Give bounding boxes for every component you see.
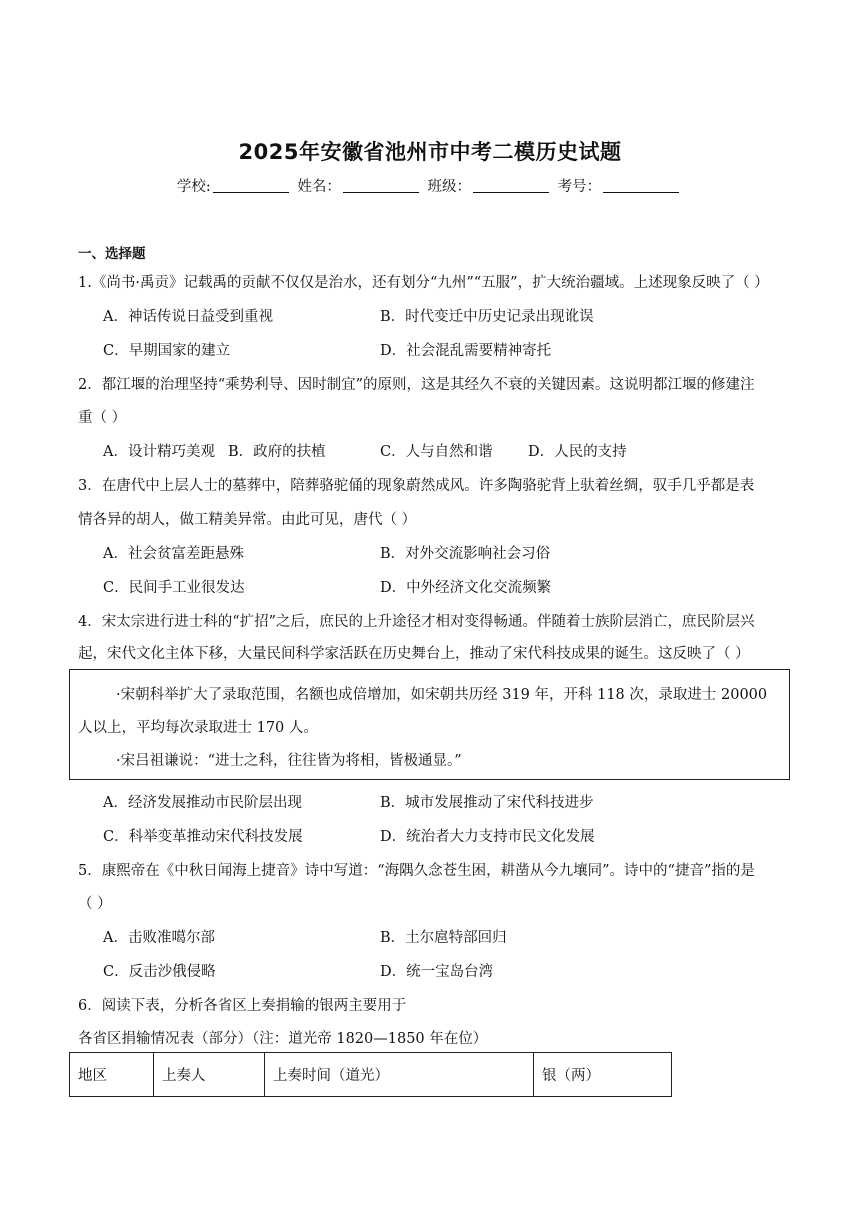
q1-option-b[interactable]: B．时代变迁中历史记录出现讹误	[380, 309, 594, 325]
table-header-row	[70, 1053, 672, 1097]
q3-option-a[interactable]: A．社会贫富差距悬殊	[103, 546, 244, 562]
q1-option-a[interactable]: A．神话传说日益受到重视	[103, 309, 273, 325]
question-5-stem-line1: 5．康熙帝在《中秋日闻海上捷音》诗中写道：“海隅久念苍生困，耕凿从今九壤同”。诗中的“捷音”指的是	[78, 863, 755, 879]
section-heading: 一、选择题	[78, 246, 146, 262]
question-2-stem-line2: 重（ ）	[78, 410, 127, 426]
q5-option-c[interactable]: C．反击沙俄侵略	[103, 964, 216, 980]
q2-option-c[interactable]: C．人与自然和谐	[380, 444, 493, 460]
question-3-stem-line1: 3．在唐代中上层人士的墓葬中，陪葬骆驼俑的现象蔚然成风。许多陶骆驼背上驮着丝绸，驭手几乎都是表	[78, 478, 755, 494]
question-1-stem: 1.《尚书·禹贡》记载禹的贡献不仅仅是治水，还有划分“九州”“五服”，扩大统治疆域。上述现象反映了（ ）	[78, 275, 769, 291]
table-header-cell: 银（两）	[534, 1053, 672, 1097]
school-blank[interactable]	[213, 178, 289, 193]
school-label: 学校:	[176, 179, 211, 195]
exam-title: 2025年安徽省池州市中考二模历史试题	[238, 140, 622, 164]
question-6-stem: 6．阅读下表，分析各省区上奏捐输的银两主要用于	[78, 998, 407, 1014]
class-label: 班级：	[427, 179, 471, 195]
question-2-stem-line1: 2．都江堰的治理坚持“乘势利导、因时制宜”的原则，这是其经久不衰的关键因素。这说明都江堰的修建注	[78, 377, 755, 393]
q1-option-c[interactable]: C．早期国家的建立	[103, 343, 231, 359]
q3-option-b[interactable]: B．对外交流影响社会习俗	[380, 546, 551, 562]
q2-option-b[interactable]: B．政府的扶植	[228, 444, 326, 460]
material-line-2: 人以上，平均每次录取进士 170 人。	[78, 720, 318, 736]
q4-option-d[interactable]: D．统治者大力支持市民文化发展	[380, 829, 595, 845]
q3-option-c[interactable]: C．民间手工业很发达	[103, 580, 245, 596]
material-line-3: ·宋吕祖谦说：“进士之科，往往皆为将相，皆极通显。”	[116, 753, 462, 769]
name-blank[interactable]	[343, 178, 419, 193]
question-3-stem-line2: 情各异的胡人，做工精美异常。由此可见，唐代（ ）	[78, 512, 417, 528]
q4-option-b[interactable]: B．城市发展推动了宋代科技进步	[380, 795, 594, 811]
question-5-stem-line2: （ ）	[78, 896, 112, 912]
exam-number-label: 考号：	[557, 179, 602, 195]
class-blank[interactable]	[473, 178, 549, 193]
q1-option-d[interactable]: D．社会混乱需要精神寄托	[380, 343, 552, 359]
table-header-cell: 上奏时间（道光）	[265, 1053, 534, 1097]
q5-option-d[interactable]: D．统一宝岛台湾	[380, 964, 494, 980]
q2-option-a[interactable]: A．设计精巧美观	[103, 444, 215, 460]
donation-table	[69, 1052, 672, 1097]
q3-option-d[interactable]: D．中外经济文化交流频繁	[380, 580, 552, 596]
q2-option-d[interactable]: D．人民的支持	[528, 444, 627, 460]
question-4-stem-line2: 起，宋代文化主体下移，大量民间科学家活跃在历史舞台上，推动了宋代科技成果的诞生。这反映了（ ）	[78, 646, 750, 662]
name-label: 姓名：	[297, 179, 341, 195]
student-info-row	[0, 175, 860, 196]
table-header-cell: 上奏人	[154, 1053, 265, 1097]
q4-option-a[interactable]: A．经济发展推动市民阶层出现	[103, 795, 302, 811]
q5-option-a[interactable]: A．击败准噶尔部	[103, 930, 215, 946]
exam-number-blank[interactable]	[603, 178, 679, 193]
table-header-cell: 地区	[70, 1053, 154, 1097]
q5-option-b[interactable]: B．土尔扈特部回归	[380, 930, 507, 946]
table-caption: 各省区捐输情况表（部分）（注：道光帝 1820—1850 年在位）	[78, 1031, 488, 1047]
material-line-1: ·宋朝科举扩大了录取范围，名额也成倍增加，如宋朝共历经 319 年，开科 118 次，录取进士 20000	[116, 687, 768, 703]
question-4-stem-line1: 4．宋太宗进行进士科的“扩招”之后，庶民的上升途径才相对变得畅通。伴随着士族阶层消亡，庶民阶层兴	[78, 614, 755, 630]
q4-option-c[interactable]: C．科举变革推动宋代科技发展	[103, 829, 303, 845]
